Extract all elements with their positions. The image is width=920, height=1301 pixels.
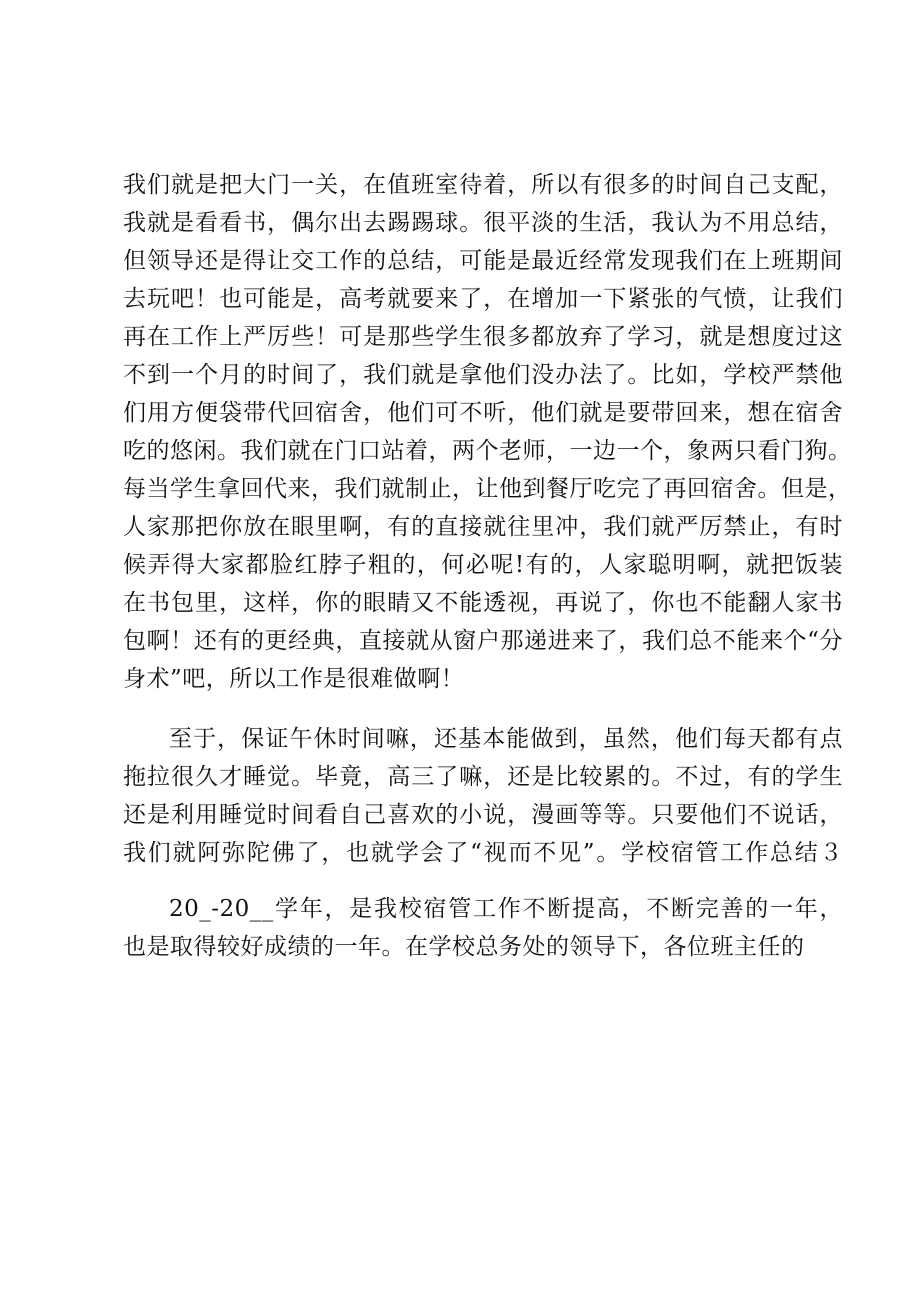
text-line: 但领导还是得让交工作的总结，可能是最近经常发现我们在上班期间 [123,248,843,274]
document-body [123,166,852,966]
paragraph-2 [123,720,843,872]
text-line: 至于，保证午休时间嘛，还基本能做到，虽然，他们每天都有点 [169,726,843,752]
text-line: 去玩吧！也可能是，高考就要来了，在增加一下紧张的气愤，让我们 [123,286,843,312]
text-line: 再在工作上严厉些！可是那些学生很多都放弃了学习，就是想度过这 [123,324,843,350]
text-line: 人家那把你放在眼里啊，有的直接就往里冲，我们就严厉禁止，有时 [123,514,843,540]
text-line: 们用方便袋带代回宿舍，他们可不听，他们就是要带回来，想在宿舍 [123,400,843,426]
text-line: 包啊！还有的更经典，直接就从窗户那递进来了，我们总不能来个“分 [123,628,843,654]
text-line: 候弄得大家都脸红脖子粗的，何必呢!有的，人家聪明啊，就把饭装 [123,552,843,578]
text-line: 吃的悠闲。我们就在门口站着，两个老师，一边一个，象两只看门狗。 [123,438,852,464]
text-line: 每当学生拿回代来，我们就制止，让他到餐厅吃完了再回宿舍。但是， [123,476,852,502]
text-line: 还是利用睡觉时间看自己喜欢的小说，漫画等等。只要他们不说话， [123,802,843,828]
text-line: 拖拉很久才睡觉。毕竟，高三了嘛，还是比较累的。不过，有的学生 [123,764,843,790]
text-line: 不到一个月的时间了，我们就是拿他们没办法了。比如，学校严禁他 [123,362,843,388]
text-line: 我就是看看书，偶尔出去踢踢球。很平淡的生活，我认为不用总结， [123,210,843,236]
text-line: 身术”吧，所以工作是很难做啊！ [123,666,465,692]
paragraph-1 [123,166,852,698]
text-line: 20_-20__学年，是我校宿管工作不断提高，不断完善的一年， [169,896,843,922]
paragraph-3 [123,890,843,966]
text-line: 在书包里，这样，你的眼睛又不能透视，再说了，你也不能翻人家书 [123,590,843,616]
text-line: 也是取得较好成绩的一年。在学校总务处的领导下，各位班主任的 [123,934,805,960]
text-line: 我们就是把大门一关，在值班室待着，所以有很多的时间自己支配， [123,172,843,198]
text-line: 我们就阿弥陀佛了，也就学会了“视而不见”。学校宿管工作总结３ [123,840,843,866]
